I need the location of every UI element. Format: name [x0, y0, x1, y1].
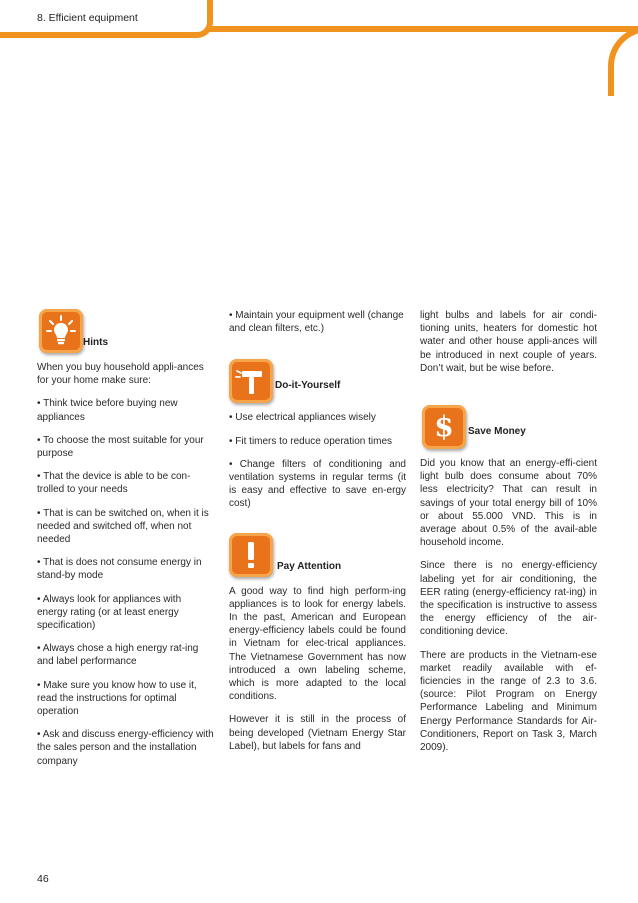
- lightbulb-icon: [39, 309, 83, 353]
- exclamation-icon: [229, 533, 273, 577]
- attention-paragraph: A good way to find high perform-ing appliances is to look for energy labels. In the past, American and European energy-efficiency labels could be found in Vietnam for elec-trical appliances. The Vietnamese Government has now introduced a own labeling scheme, which is more adapted to the local conditions.: [229, 585, 406, 703]
- hints-heading: [37, 309, 214, 359]
- hint-item: • That the device is able to be con-trolled to your needs: [37, 471, 191, 496]
- money-heading: [420, 405, 597, 455]
- column-save-money: [420, 309, 597, 764]
- money-paragraph: There are products in the Vietnam-ese market readily available with ef-ficiencies in the range of 2.3 to 3.6. (source: Pilot Program on Energy Performance Labeling and Minimum Energy Performance Standards for Air-Conditioners, Report on Task 3, March 2009).: [420, 649, 597, 754]
- hint-item: • That is does not consume energy in stand-by mode: [37, 557, 202, 582]
- hint-item: • Ask and discuss energy-efficiency with the sales person and the installation company: [37, 729, 214, 767]
- money-paragraph: Since there is no energy-efficiency labeling yet for air conditioning, the EER rating (energy-efficiency rat-ing) in the specification is instructive to assess the energy efficiency of the air-conditioning device.: [420, 560, 597, 638]
- hammer-icon: [229, 359, 273, 403]
- hint-item: • To choose the most suitable for your purpose: [37, 434, 204, 460]
- labels-paragraph: light bulbs and labels for air condi-tioning units, heaters for domestic hot water and other house appli-ances will be introduced in next couple of years. Don’t wait, but be wise before.: [420, 310, 597, 374]
- diy-heading: [229, 359, 406, 409]
- dollar-icon: [422, 405, 466, 449]
- column-hints: [37, 309, 214, 778]
- hint-item: • That is can be switched on, when it is needed and switched off, when not needed: [37, 507, 209, 546]
- money-title: Save Money: [468, 426, 526, 438]
- chapter-title: 8. Efficient equipment: [37, 12, 138, 24]
- diy-title: Do-it-Yourself: [275, 380, 341, 392]
- dollar-symbol: $: [434, 410, 454, 444]
- hints-intro: When you buy household appli-ances for your home make sure:: [37, 362, 204, 387]
- maintain-item: • Maintain your equipment well (change and clean filters, etc.): [229, 310, 404, 335]
- attention-paragraph: However it is still in the process of being developed (Vietnam Energy Star Label), but labels for fans and: [229, 714, 406, 752]
- hint-item: • Make sure you know how to use it, read the instructions for optimal operation: [37, 679, 197, 718]
- diy-item: • Fit timers to reduce operation times: [229, 435, 393, 447]
- diy-item: • Change filters of conditioning and ventilation systems in regular terms (it is easy and effective to save en-ergy cost): [229, 458, 406, 510]
- header-corner-arc: [608, 26, 638, 96]
- hints-title: Hints: [83, 337, 108, 348]
- money-paragraph: Did you know that an energy-effi-cient light bulb does consume about 70% less electricity? That can result in savings of your total energy bill of 10% or about 55.000 VND. This is in average about 0.5% of the avail-able household income.: [420, 458, 597, 549]
- hint-item: • Always look for appliances with energy rating (or at least energy specification): [37, 593, 182, 632]
- attention-title: Pay Attention: [277, 560, 342, 572]
- diy-item: • Use electrical appliances wisely: [229, 412, 376, 424]
- hint-item: • Think twice before buying new appliances: [37, 398, 178, 423]
- attention-heading: [229, 533, 406, 583]
- hint-item: • Always chose a high energy rat-ing and label performance: [37, 643, 199, 668]
- column-diy-attention: [229, 309, 406, 763]
- page-number: 46: [37, 873, 49, 885]
